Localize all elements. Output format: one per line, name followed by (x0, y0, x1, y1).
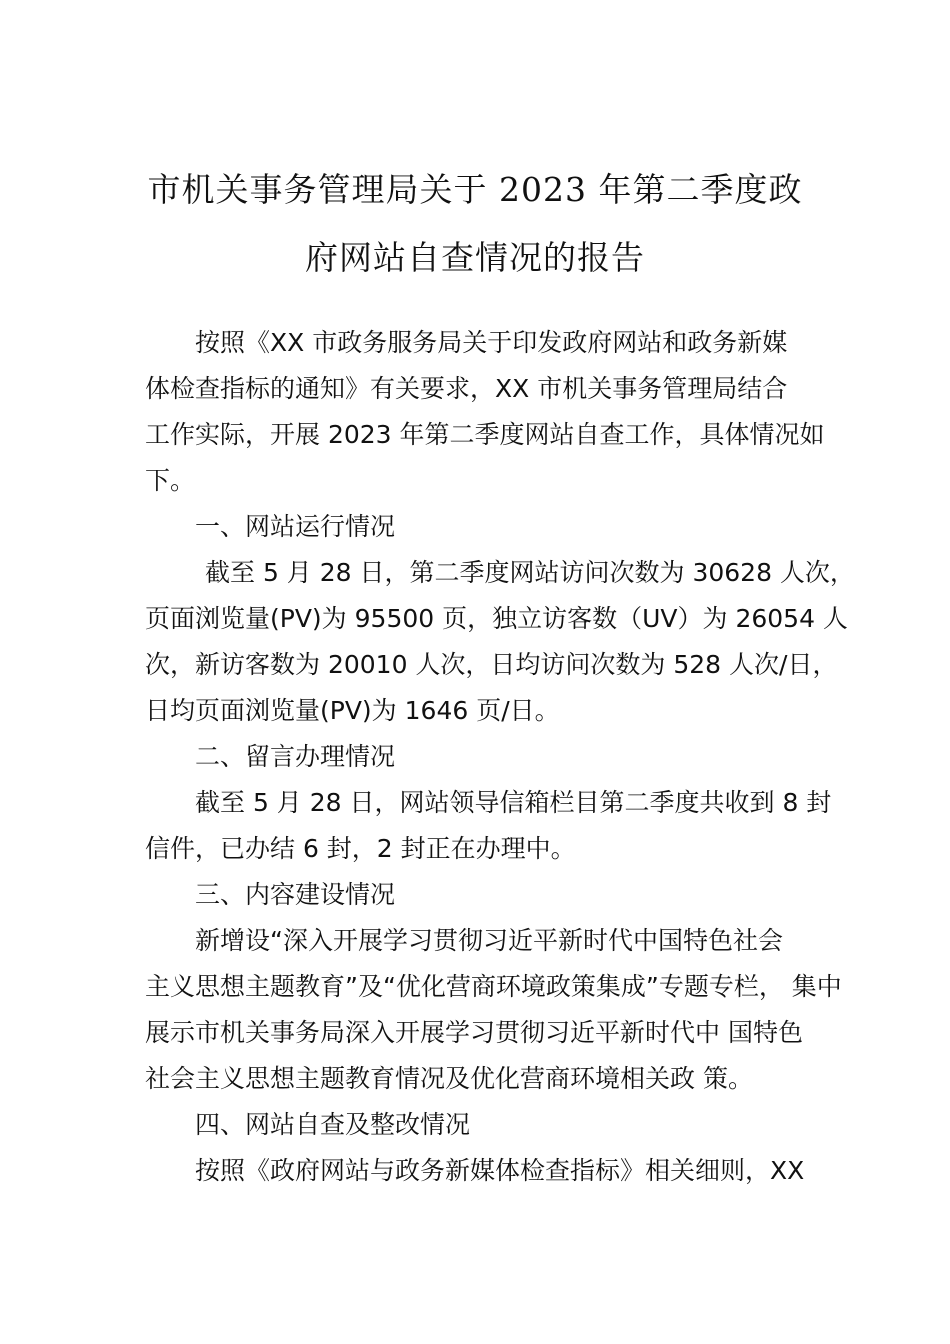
body-line: 按照《政府网站与政务新媒体检查指标》相关细则，XX (195, 1156, 805, 1185)
body-line: 截至 5 月 28 日，第二季度网站访问次数为 30628 人次， (205, 558, 855, 587)
body-line: 体检查指标的通知》有关要求，XX 市机关事务管理局结合 (145, 374, 788, 403)
body-line: 二、留言办理情况 (195, 742, 396, 771)
body-line: 新增设“深入开展学习贯彻习近平新时代中国特色社会 (195, 926, 783, 955)
body-line: 工作实际，开展 2023 年第二季度网站自查工作，具体情况如 (145, 420, 825, 449)
body-line: 社会主义思想主题教育情况及优化营商环境相关政 策。 (145, 1064, 753, 1093)
body-line: 下。 (145, 466, 196, 495)
body-line: 三、内容建设情况 (195, 880, 396, 909)
body-line: 按照《XX 市政务服务局关于印发政府网站和政务新媒 (195, 328, 788, 357)
body-line: 截至 5 月 28 日，网站领导信箱栏目第二季度共收到 8 封 (195, 788, 832, 817)
body-line: 页面浏览量(PV)为 95500 页，独立访客数（UV）为 26054 人 (145, 604, 848, 633)
body-line: 展示市机关事务局深入开展学习贯彻习近平新时代中 国特色 (145, 1018, 803, 1047)
document-body (145, 320, 855, 1194)
body-line: 主义思想主题教育”及“优化营商环境政策集成”专题专栏， 集中 (145, 972, 842, 1001)
body-line: 一、网站运行情况 (195, 512, 396, 541)
body-line: 日均页面浏览量(PV)为 1646 页/日。 (145, 696, 560, 725)
title-line-1: 市机关事务管理局关于 2023 年第二季度政 (147, 170, 803, 209)
document-title (130, 156, 820, 292)
title-line-2: 府网站自查情况的报告 (305, 238, 645, 277)
body-line: 次，新访客数为 20010 人次，日均访问次数为 528 人次/日， (145, 650, 838, 679)
body-line: 四、网站自查及整改情况 (195, 1110, 471, 1139)
body-line: 信件，已办结 6 封，2 封正在办理中。 (145, 834, 576, 863)
